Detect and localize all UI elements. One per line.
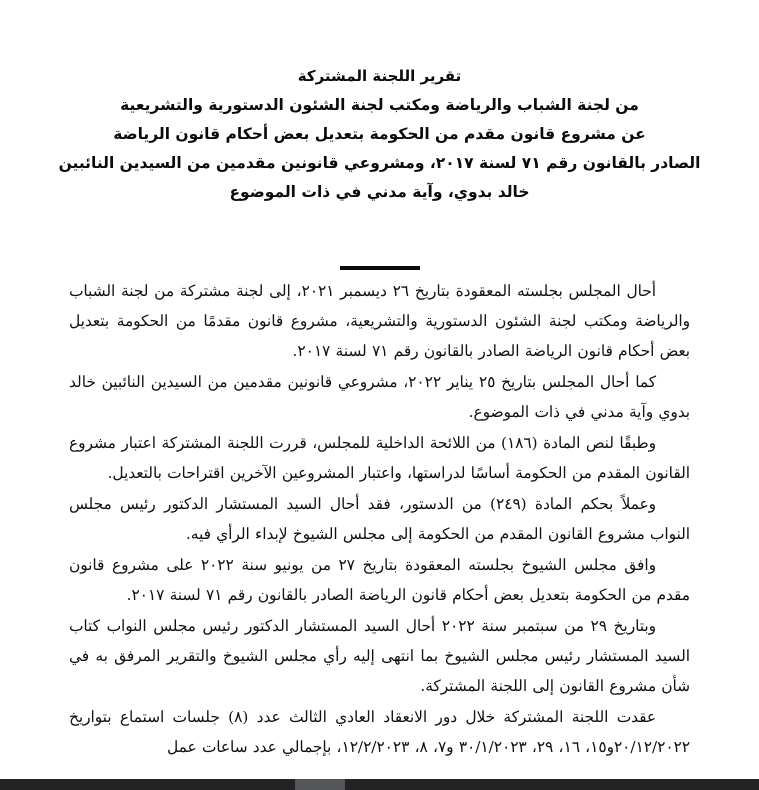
body-paragraph-2: كما أحال المجلس بتاريخ ٢٥ يناير ٢٠٢٢، مشروعي قانونين مقدمين من السيدين النائبين خالد بدوي وآية مدني في ذات الموضوع. — [69, 373, 690, 422]
title-line-5: خالد بدوي، وآية مدني في ذات الموضوع — [229, 183, 530, 201]
document-title-block — [0, 62, 759, 207]
body-paragraph-7: عقدت اللجنة المشتركة خلال دور الانعقاد العادي الثالث عدد (٨) جلسات استماع بتواريخ ٢٠/١٢/٢٠٢٢و١٥، ١٦، ٢٩، ٣٠/١/٢٠٢٣ و٧، ٨، ١٢/٢/٢٠٢٣، بإجمالي عدد ساعات عمل — [69, 707, 690, 757]
title-line-3: عن مشروع قانون مقدم من الحكومة بتعديل بعض أحكام قانون الرياضة — [113, 125, 646, 143]
horizontal-rule-divider — [340, 266, 420, 270]
title-divider-wrap — [0, 255, 759, 274]
title-line-4: الصادر بالقانون رقم ٧١ لسنة ٢٠١٧، ومشروعي قانونين مقدمين من السيدين النائبين — [58, 154, 701, 172]
title-line-2: من لجنة الشباب والرياضة ومكتب لجنة الشئون الدستورية والتشريعية — [120, 96, 639, 114]
body-paragraph-1: أحال المجلس بجلسته المعقودة بتاريخ ٢٦ ديسمبر ٢٠٢١، إلى لجنة مشتركة من لجنة الشباب والرياضة ومكتب لجنة الشئون الدستورية والتشريعية، مشروع قانون مقدمًا من الحكومة بتعديل بعض أحكام قانون الرياضة الصادر بالقانون رقم ٧١ لسنة ٢٠١٧. — [69, 282, 690, 361]
bottom-chrome-bar — [0, 779, 759, 790]
body-paragraph-4: وعملاً بحكم المادة (٢٤٩) من الدستور، فقد أحال السيد المستشار الدكتور رئيس مجلس النواب مشروع القانون المقدم من الحكومة إلى مجلس الشيوخ لإبداء الرأي فيه. — [69, 494, 690, 544]
body-paragraph-6: وبتاريخ ٢٩ من سبتمبر سنة ٢٠٢٢ أحال السيد المستشار الدكتور رئيس مجلس النواب كتاب السيد المستشار رئيس مجلس الشيوخ بما انتهى إليه رأي مجلس الشيوخ والتقرير المرفق به في شأن مشروع القانون إلى اللجنة المشتركة. — [69, 616, 690, 696]
body-paragraph-5: وافق مجلس الشيوخ بجلسته المعقودة بتاريخ ٢٧ من يونيو سنة ٢٠٢٢ على مشروع قانون مقدم من الحكومة بتعديل بعض أحكام قانون الرياضة الصادر بالقانون رقم ٧١ لسنة ٢٠١٧. — [69, 555, 690, 605]
title-line-1: تقرير اللجنة المشتركة — [297, 67, 462, 85]
document-body — [69, 276, 690, 763]
body-paragraph-3: وطبقًا لنص المادة (١٨٦) من اللائحة الداخلية للمجلس، قررت اللجنة المشتركة اعتبار مشروع القانون المقدم من الحكومة أساسًا لدراستها، واعتبار المشروعين الآخرين اقتراحات بالتعديل. — [69, 434, 690, 483]
scrollbar-thumb[interactable] — [295, 779, 345, 790]
